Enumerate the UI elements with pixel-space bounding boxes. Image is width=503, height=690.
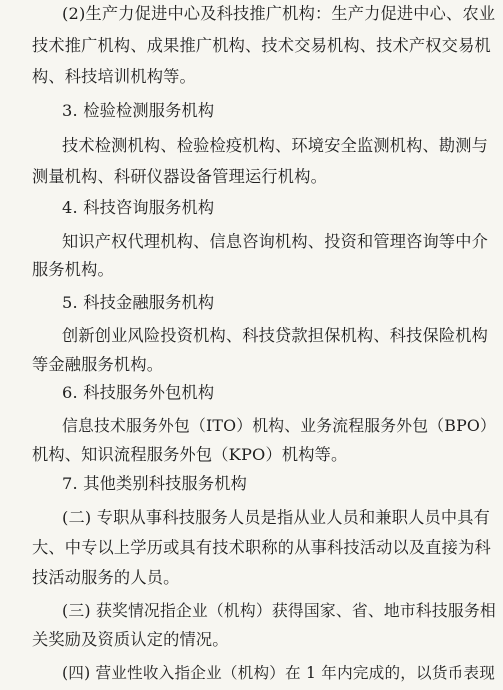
text-line-6: 测量机构、科研仪器设备管理运行机构。 — [32, 167, 327, 186]
section-heading-3: 3. 检验检测服务机构 — [62, 101, 215, 120]
text-line-9: 服务机构。 — [32, 260, 114, 279]
text-line-18: 大、中专以上学历或具有技术职称的从事科技活动以及直接为科 — [32, 538, 491, 557]
text-line-21: 关奖励及资质认定的情况。 — [32, 630, 229, 649]
text-line-3: 构、科技培训机构等。 — [32, 67, 196, 86]
text-line-8: 知识产权代理机构、信息咨询机构、投资和管理咨询等中介 — [62, 232, 489, 251]
section-heading-6: 6. 科技服务外包机构 — [62, 383, 215, 402]
text-line-15: 机构、知识流程服务外包（KPO）机构等。 — [32, 445, 348, 464]
text-line-17: (二) 专职从事科技服务人员是指从业人员和兼职人员中具有 — [62, 508, 491, 527]
text-line-14: 信息技术服务外包（ITO）机构、业务流程服务外包（BPO） — [62, 416, 497, 435]
section-heading-5: 5. 科技金融服务机构 — [62, 293, 215, 312]
section-heading-4: 4. 科技咨询服务机构 — [62, 198, 215, 217]
text-line-12: 等金融服务机构。 — [32, 355, 164, 374]
section-heading-7: 7. 其他类别科技服务机构 — [62, 474, 248, 493]
text-line-1: (2)生产力促进中心及科技推广机构：生产力促进中心、农业 — [62, 4, 496, 23]
text-line-22: (四) 营业性收入指企业（机构）在 1 年内完成的，以货币表现 — [62, 664, 496, 682]
text-line-2: 技术推广机构、成果推广机构、技术交易机构、技术产权交易机 — [32, 36, 491, 55]
text-line-19: 技活动服务的人员。 — [32, 568, 180, 587]
text-line-11: 创新创业风险投资机构、科技贷款担保机构、科技保险机构 — [62, 326, 489, 345]
text-line-5: 技术检测机构、检验检疫机构、环境安全监测机构、勘测与 — [62, 136, 489, 155]
text-line-20: (三) 获奖情况指企业（机构）获得国家、省、地市科技服务相 — [62, 601, 496, 620]
